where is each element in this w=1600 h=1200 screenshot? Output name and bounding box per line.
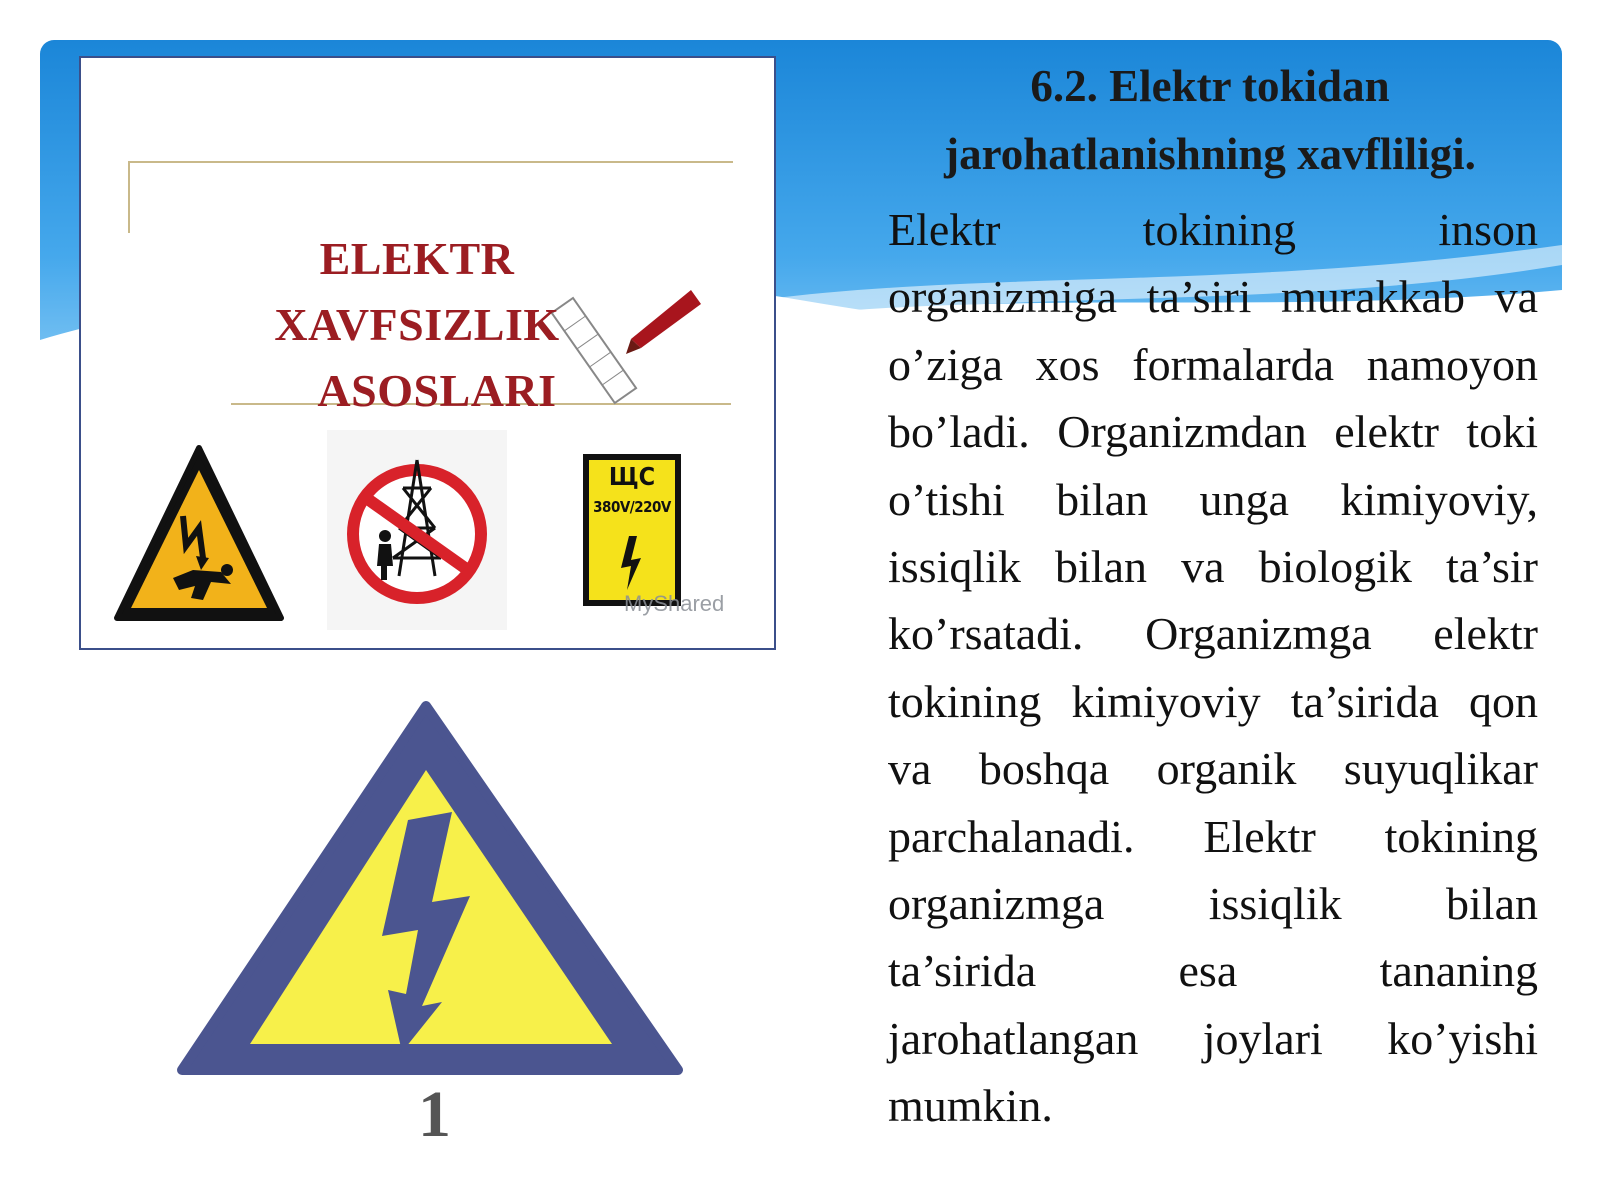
watermark-text: MyShared	[624, 591, 725, 616]
slide-title-line-1: 6.2. Elektr tokidan	[1030, 61, 1390, 111]
panel-sign-code: ЩС	[608, 462, 656, 491]
body-line: jarohatlangan joylari ko’yishi	[888, 1012, 1538, 1064]
panel-sign-voltage: 380V/220V	[593, 498, 671, 516]
electrical-safety-image	[79, 56, 776, 650]
body-line: ko’rsatadi. Organizmga elektr	[888, 608, 1538, 660]
lightning-warning-icon	[170, 690, 690, 1090]
body-line: organizmga issiqlik bilan	[888, 878, 1538, 930]
body-line: organizmiga ta’siri murakkab va	[888, 271, 1538, 323]
body-line: o’tishi bilan unga kimiyoviy,	[888, 473, 1538, 525]
slide-title	[880, 52, 1540, 188]
card-title	[177, 226, 657, 424]
card-title-line-1: ELEKTR XAVFSIZLIK	[274, 233, 560, 350]
high-voltage-warning-icon	[117, 448, 281, 618]
body-line: o’ziga xos formalarda namoyon	[888, 338, 1538, 390]
body-line: parchalanadi. Elektr tokining	[888, 810, 1538, 862]
card-title-line-2: ASOSLARI	[317, 365, 557, 416]
body-line: Elektr tokining inson	[888, 204, 1538, 255]
body-line: issiqlik bilan va biologik ta’sir	[888, 541, 1538, 593]
no-climbing-prohibition-icon	[327, 430, 507, 630]
large-high-voltage-sign	[170, 690, 690, 1090]
slide-title-line-2: jarohatlanishning xavfliligi.	[944, 129, 1476, 179]
body-line: va boshqa organik suyuqlikar	[888, 743, 1538, 795]
panel-sign-label	[589, 462, 675, 522]
body-paragraph	[888, 196, 1538, 1140]
sign-number-label: 1	[418, 1078, 451, 1151]
body-line: mumkin.	[888, 1080, 1053, 1132]
body-line: bo’ladi. Organizmdan elektr toki	[888, 406, 1538, 458]
body-line: tokining kimiyoviy ta’sirida qon	[888, 675, 1538, 727]
body-line: ta’sirida esa tananing	[888, 945, 1538, 997]
